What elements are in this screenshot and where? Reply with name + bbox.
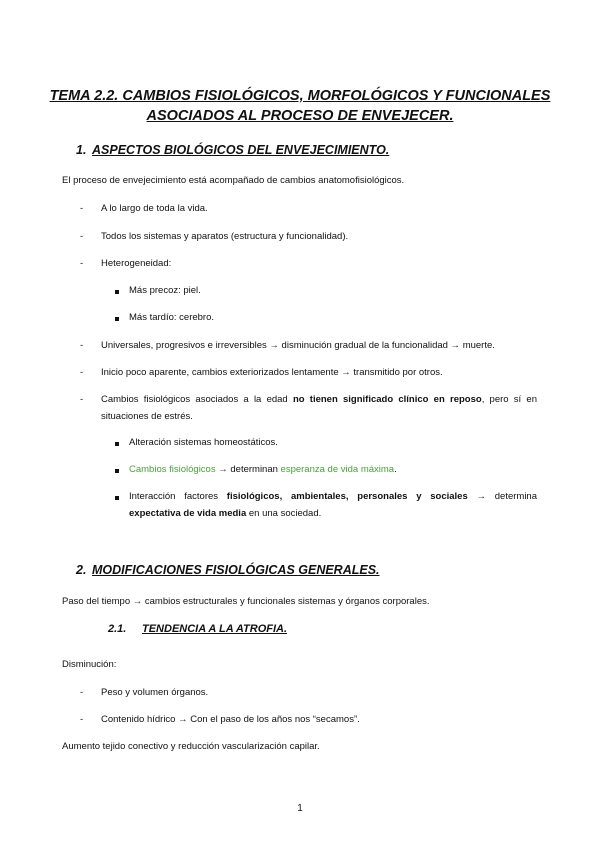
title-line-1: TEMA 2.2. CAMBIOS FISIOLÓGICOS, MORFOLÓGICOS Y FUNCIONALES: [49, 88, 551, 104]
sub-list-item: [129, 464, 397, 475]
green-phrase: Cambios fisiológicos: [129, 464, 216, 475]
section-1-intro: El proceso de envejecimiento está acompañado de cambios anatomofisiológicos.: [62, 175, 405, 186]
list-item: Todos los sistemas y aparatos (estructura y funcionalidad).: [101, 231, 349, 242]
dash-bullet: -: [80, 714, 84, 725]
title-line-2: ASOCIADOS AL PROCESO DE ENVEJECER.: [146, 108, 454, 124]
sub-list-item-text: → determina: [467, 491, 537, 502]
list-item: Universales, progresivos e irreversibles → disminución gradual de la funcionalidad → muerte.: [101, 340, 495, 351]
list-item: Heterogeneidad:: [101, 258, 172, 269]
square-bullet-icon: [115, 317, 119, 321]
bold-phrase: expectativa de vida media: [129, 508, 247, 519]
subsection-2-1-heading: [108, 623, 287, 635]
dash-bullet: -: [80, 340, 84, 351]
section-1-title: ASPECTOS BIOLÓGICOS DEL ENVEJECIMIENTO.: [92, 143, 390, 157]
dash-bullet: -: [80, 367, 84, 378]
list-item: Peso y volumen órganos.: [101, 687, 209, 698]
dash-bullet: -: [80, 231, 84, 242]
section-2-title: MODIFICACIONES FISIOLÓGICAS GENERALES.: [92, 563, 380, 577]
list-item: A lo largo de toda la vida.: [101, 203, 208, 214]
subsection-closing-text: Aumento tejido conectivo y reducción vascularización capilar.: [62, 741, 320, 752]
sub-list-item-text: en una sociedad.: [246, 508, 322, 519]
sub-list-item-text: → determinan: [215, 464, 281, 475]
square-bullet-icon: [115, 469, 119, 473]
subsection-label: Disminución:: [62, 659, 117, 670]
section-1-number: 1.: [76, 143, 87, 157]
document-title: [40, 86, 560, 126]
sub-list-item: Más precoz: piel.: [129, 285, 201, 296]
section-1-heading: [76, 143, 389, 157]
sub-list-item: [129, 488, 537, 522]
sub-list-item: Alteración sistemas homeostáticos.: [129, 437, 278, 448]
subsection-number: 2.1.: [108, 623, 127, 635]
section-2-heading: [76, 563, 380, 577]
list-item: [101, 391, 537, 425]
section-2-intro: Paso del tiempo → cambios estructurales y funcionales sistemas y órganos corporales.: [62, 596, 430, 607]
subsection-title: TENDENCIA A LA ATROFIA.: [142, 623, 288, 635]
square-bullet-icon: [115, 290, 119, 294]
square-bullet-icon: [115, 442, 119, 446]
green-phrase: esperanza de vida máxima: [280, 464, 395, 475]
sub-list-item-text: .: [394, 464, 397, 475]
sub-list-item-text: Interacción factores: [129, 491, 227, 502]
list-item-text: , pero sí en situaciones de estrés.: [101, 394, 537, 422]
square-bullet-icon: [115, 496, 119, 500]
list-item: Contenido hídrico → Con el paso de los años nos “secamos”.: [101, 714, 360, 725]
page-number: 1: [297, 803, 303, 814]
list-item-text: Cambios fisiológicos asociados a la edad: [101, 394, 293, 405]
section-2-number: 2.: [76, 563, 87, 577]
sub-list-item: Más tardío: cerebro.: [129, 312, 215, 323]
bold-phrase: no tienen significado clínico en reposo: [292, 394, 482, 405]
dash-bullet: -: [80, 394, 84, 405]
list-item: Inicio poco aparente, cambios exteriorizados lentamente → transmitido por otros.: [101, 367, 443, 378]
dash-bullet: -: [80, 203, 84, 214]
bold-phrase: fisiológicos, ambientales, personales y sociales: [226, 491, 468, 502]
dash-bullet: -: [80, 687, 84, 698]
dash-bullet: -: [80, 258, 84, 269]
